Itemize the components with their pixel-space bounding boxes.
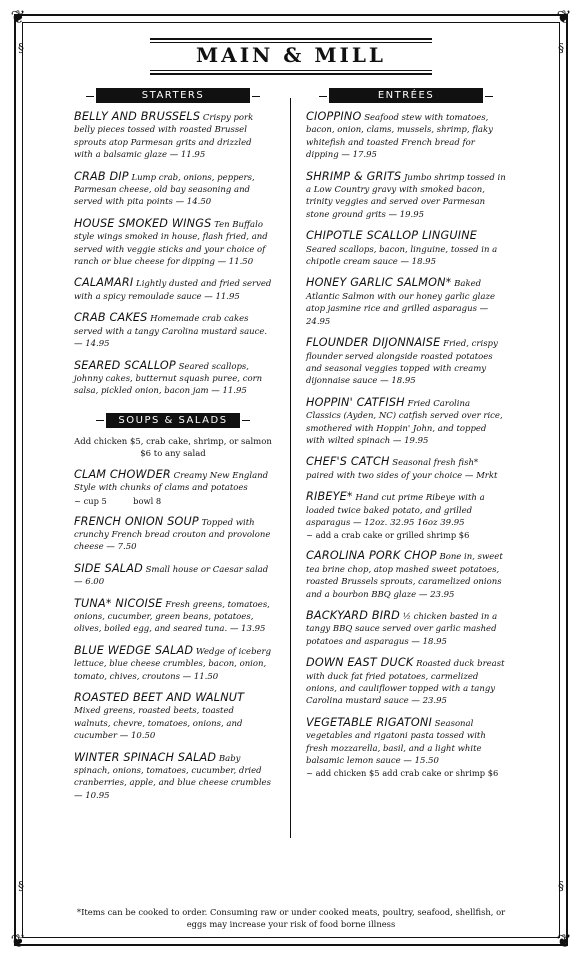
menu-item-name: BACKYARD BIRD <box>306 609 400 622</box>
menu-item-name: FLOUNDER DIJONNAISE <box>306 336 441 350</box>
menu-item-name: SHRIMP & GRITS <box>306 169 402 183</box>
menu-item-description: Seasonal fresh fish* paired with two sides of your choice — Mrkt <box>306 458 498 481</box>
menu-title-block <box>150 38 432 78</box>
menu-item-text <box>306 456 506 482</box>
side-scroll-ornament-icon: § <box>18 879 24 893</box>
menu-item-description: ½ chicken basted in a tangy BBQ sauce served over garlic mashed potatoes and asparagus — 18.95 <box>306 612 498 647</box>
section-heading-starters: STARTERS <box>96 88 250 103</box>
menu-item-text <box>306 491 506 529</box>
menu-item-text <box>74 360 272 398</box>
menu-item <box>306 111 506 162</box>
menu-item-text <box>306 111 506 162</box>
menu-item-name: RIBEYE* <box>306 490 353 504</box>
menu-item <box>306 230 506 268</box>
menu-item <box>74 692 272 743</box>
menu-item-name: CHIPOTLE SCALLOP LINGUINE <box>306 229 478 243</box>
menu-item-description: Small house or Caesar salad — 6.00 <box>74 564 269 588</box>
corner-ornament-icon: ❦ <box>10 931 26 952</box>
right-column <box>306 88 506 788</box>
starters-list <box>74 111 272 398</box>
menu-item-name: TUNA* NICOISE <box>74 596 163 610</box>
menu-item <box>306 171 506 222</box>
menu-item <box>306 337 506 388</box>
menu-item-description: Seared scallops, johnny cakes, butternut squash puree, corn salsa, pickled onion, bacon jam — 11.95 <box>74 361 263 397</box>
menu-item-text <box>74 277 272 303</box>
menu-item-description: Hand cut prime Ribeye with a loaded twice baked potato, and grilled asparagus — 12oz. 32.95 16oz 39.95 <box>306 493 485 528</box>
salad-addon-note: Add chicken $5, crab cake, shrimp, or salmon $6 to any salad <box>74 436 272 460</box>
menu-item-name: HOUSE SMOKED WINGS <box>74 216 212 230</box>
corner-ornament-icon: ❦ <box>10 7 26 28</box>
menu-item-description: Seasonal vegetables and rigatoni pasta tossed with fresh mozzarella, basil, and a light white balsamic lemon sauce — 15.50 <box>306 718 486 767</box>
menu-item-name: CAROLINA PORK CHOP <box>306 549 437 563</box>
menu-item-addon: ~ cup 5 bowl 8 <box>74 495 162 506</box>
menu-item-text <box>74 752 272 803</box>
menu-item-description: Topped with crunchy French bread crouton and provolone cheese — 7.50 <box>74 517 271 553</box>
menu-item-name: HOPPIN' CATFISH <box>306 395 405 409</box>
menu-item-description: Mixed greens, roasted beets, toasted walnuts, chevre, tomatoes, onions, and cucumber — 10.50 <box>74 706 243 742</box>
menu-item-addon: ~ add a crab cake or grilled shrimp $6 <box>306 530 470 541</box>
menu-item-text <box>306 717 506 768</box>
menu-item-name: FRENCH ONION SOUP <box>74 514 199 528</box>
menu-item-text <box>74 645 272 683</box>
title-rule-top <box>150 38 432 40</box>
menu-item-text <box>306 397 506 448</box>
side-scroll-ornament-icon: § <box>18 41 24 55</box>
menu-item <box>74 469 272 507</box>
menu-item <box>74 277 272 303</box>
menu-item <box>74 312 272 350</box>
menu-item <box>306 657 506 708</box>
menu-item <box>306 397 506 448</box>
column-divider <box>290 98 291 838</box>
menu-item-name: SIDE SALAD <box>74 561 143 575</box>
corner-ornament-icon: ❦ <box>556 931 572 952</box>
menu-item-name: CRAB CAKES <box>74 311 148 325</box>
menu-item <box>74 218 272 269</box>
menu-item-description: Baked Atlantic Salmon with our honey garlic glaze atop jasmine rice and grilled asparagus — 24.95 <box>306 279 495 327</box>
menu-item-description: Jumbo shrimp tossed in a Low Country gravy with smoked bacon, trinity veggies and served over Parmesan stone ground grits — 19.95 <box>306 172 506 220</box>
menu-item <box>306 610 506 648</box>
section-heading-entrees: ENTRÉES <box>329 88 483 103</box>
menu-item-description: Homemade crab cakes served with a tangy Carolina mustard sauce. — 14.95 <box>74 314 268 350</box>
menu-item-name: CIOPPINO <box>306 110 362 123</box>
entrees-list <box>306 111 506 779</box>
menu-item-text <box>306 657 506 708</box>
menu-item-name: DOWN EAST DUCK <box>306 656 414 670</box>
menu-item-description: Wedge of iceberg lettuce, blue cheese crumbles, bacon, onion, tomato, chives, croutons — 11.50 <box>74 646 272 682</box>
menu-item <box>306 491 506 541</box>
menu-item-text <box>74 692 272 743</box>
menu-item-description: Fried Carolina Classics (Ayden, NC) catfish served over rice, smothered with Hoppin' John, and topped with wilted spinach — 19.95 <box>306 398 503 446</box>
menu-item-text <box>74 469 272 495</box>
menu-item <box>306 277 506 328</box>
menu-item-description: Fried, crispy flounder served alongside roasted potatoes and seasonal veggies topped with creamy dijonnaise sauce — 18.95 <box>306 339 498 387</box>
menu-item-description: Seared scallops, bacon, linguine, tossed in a chipotle cream sauce — 18.95 <box>306 244 498 268</box>
section-heading-soups-salads: SOUPS & SALADS <box>106 413 240 428</box>
menu-item-description: Lump crab, onions, peppers, Parmesan cheese, old bay seasoning and served with pita points — 14.50 <box>74 172 255 208</box>
menu-item-text <box>306 610 506 648</box>
menu-item-name: CALAMARI <box>74 276 134 290</box>
menu-item <box>306 550 506 601</box>
menu-item-description: Bone in, sweet tea brine chop, atop mashed sweet potatoes, roasted Brussels sprouts, caramelized onions and a bourbon BBQ glaze — 23.95 <box>306 552 503 600</box>
menu-item-name: CHEF'S CATCH <box>306 455 390 469</box>
menu-item <box>74 111 272 162</box>
menu-item-addon: ~ add chicken $5 add crab cake or shrimp $6 <box>306 768 499 779</box>
menu-item-description: Lightly dusted and fried served with a spicy remoulade sauce — 11.95 <box>74 279 272 302</box>
menu-item-name: SEARED SCALLOP <box>74 358 176 372</box>
menu-item <box>306 717 506 780</box>
menu-item-text <box>306 337 506 388</box>
menu-item-text <box>74 218 272 269</box>
menu-item-description: Roasted duck breast with duck fat fried potatoes, carmelized onions, and cauliflower topped with a tangy Carolina mustard sauce — 23.95 <box>306 659 505 707</box>
menu-item-description: Baby spinach, onions, tomatoes, cucumber, dried cranberries, apple, and blue cheese crumbles — 10.95 <box>74 753 271 801</box>
menu-item <box>74 516 272 554</box>
side-scroll-ornament-icon: § <box>558 879 564 893</box>
menu-item-text <box>74 312 272 350</box>
left-column <box>74 88 272 811</box>
corner-ornament-icon: ❦ <box>556 7 572 28</box>
menu-item-text <box>306 230 506 268</box>
menu-item-name: VEGETABLE RIGATONI <box>306 715 432 729</box>
menu-item <box>306 456 506 482</box>
menu-item-name: HONEY GARLIC SALMON* <box>306 276 452 290</box>
menu-item-name: BLUE WEDGE SALAD <box>74 643 194 657</box>
menu-item-description: Crispy pork belly pieces tossed with roasted Brussel sprouts atop Parmesan grits and drizzled with a balsamic glaze — 11.95 <box>74 113 254 161</box>
menu-item-text <box>306 277 506 328</box>
menu-item-description: Creamy New England Style with chunks of clams and potatoes <box>74 470 269 494</box>
food-safety-disclaimer: *Items can be cooked to order. Consuming raw or under cooked meats, poultry, seafood, shellfish, or eggs may increase your risk of food borne illness <box>76 907 506 929</box>
menu-item-name: CLAM CHOWDER <box>74 467 171 481</box>
menu-item <box>74 563 272 589</box>
soups-list <box>74 469 272 803</box>
title-rule-bottom-thin <box>150 70 432 71</box>
title-rule-bottom <box>150 73 432 75</box>
menu-item-description: Ten Buffalo style wings smoked in house, flash fried, and served with veggie sticks and your choice of ranch or blue cheese for dipping — 11.50 <box>74 219 268 268</box>
menu-item-description: Fresh greens, tomatoes, onions, cucumber, green beans, potatoes, olives, boiled egg, and seared tuna. — 13.95 <box>74 599 270 635</box>
menu-item <box>74 752 272 803</box>
menu-item-text <box>74 111 272 162</box>
menu-item-text <box>74 563 272 589</box>
menu-item <box>74 360 272 398</box>
menu-item-text <box>74 598 272 636</box>
menu-item-name: ROASTED BEET AND WALNUT <box>74 691 245 704</box>
menu-item-description: Seafood stew with tomatoes, bacon, onion, clams, mussels, shrimp, flaky whitefish and toasted French bread for dipping — 17.95 <box>306 113 493 161</box>
menu-item-name: CRAB DIP <box>74 169 129 183</box>
menu-item-text <box>74 171 272 209</box>
menu-item-text <box>74 516 272 554</box>
menu-item-text <box>306 550 506 601</box>
menu-item-name: BELLY AND BRUSSELS <box>74 110 201 123</box>
menu-item-text <box>306 171 506 222</box>
menu-item <box>74 171 272 209</box>
menu-item-name: WINTER SPINACH SALAD <box>74 750 217 764</box>
menu-title: MAIN & MILL <box>196 43 386 67</box>
menu-item <box>74 598 272 636</box>
menu-item <box>74 645 272 683</box>
side-scroll-ornament-icon: § <box>558 41 564 55</box>
